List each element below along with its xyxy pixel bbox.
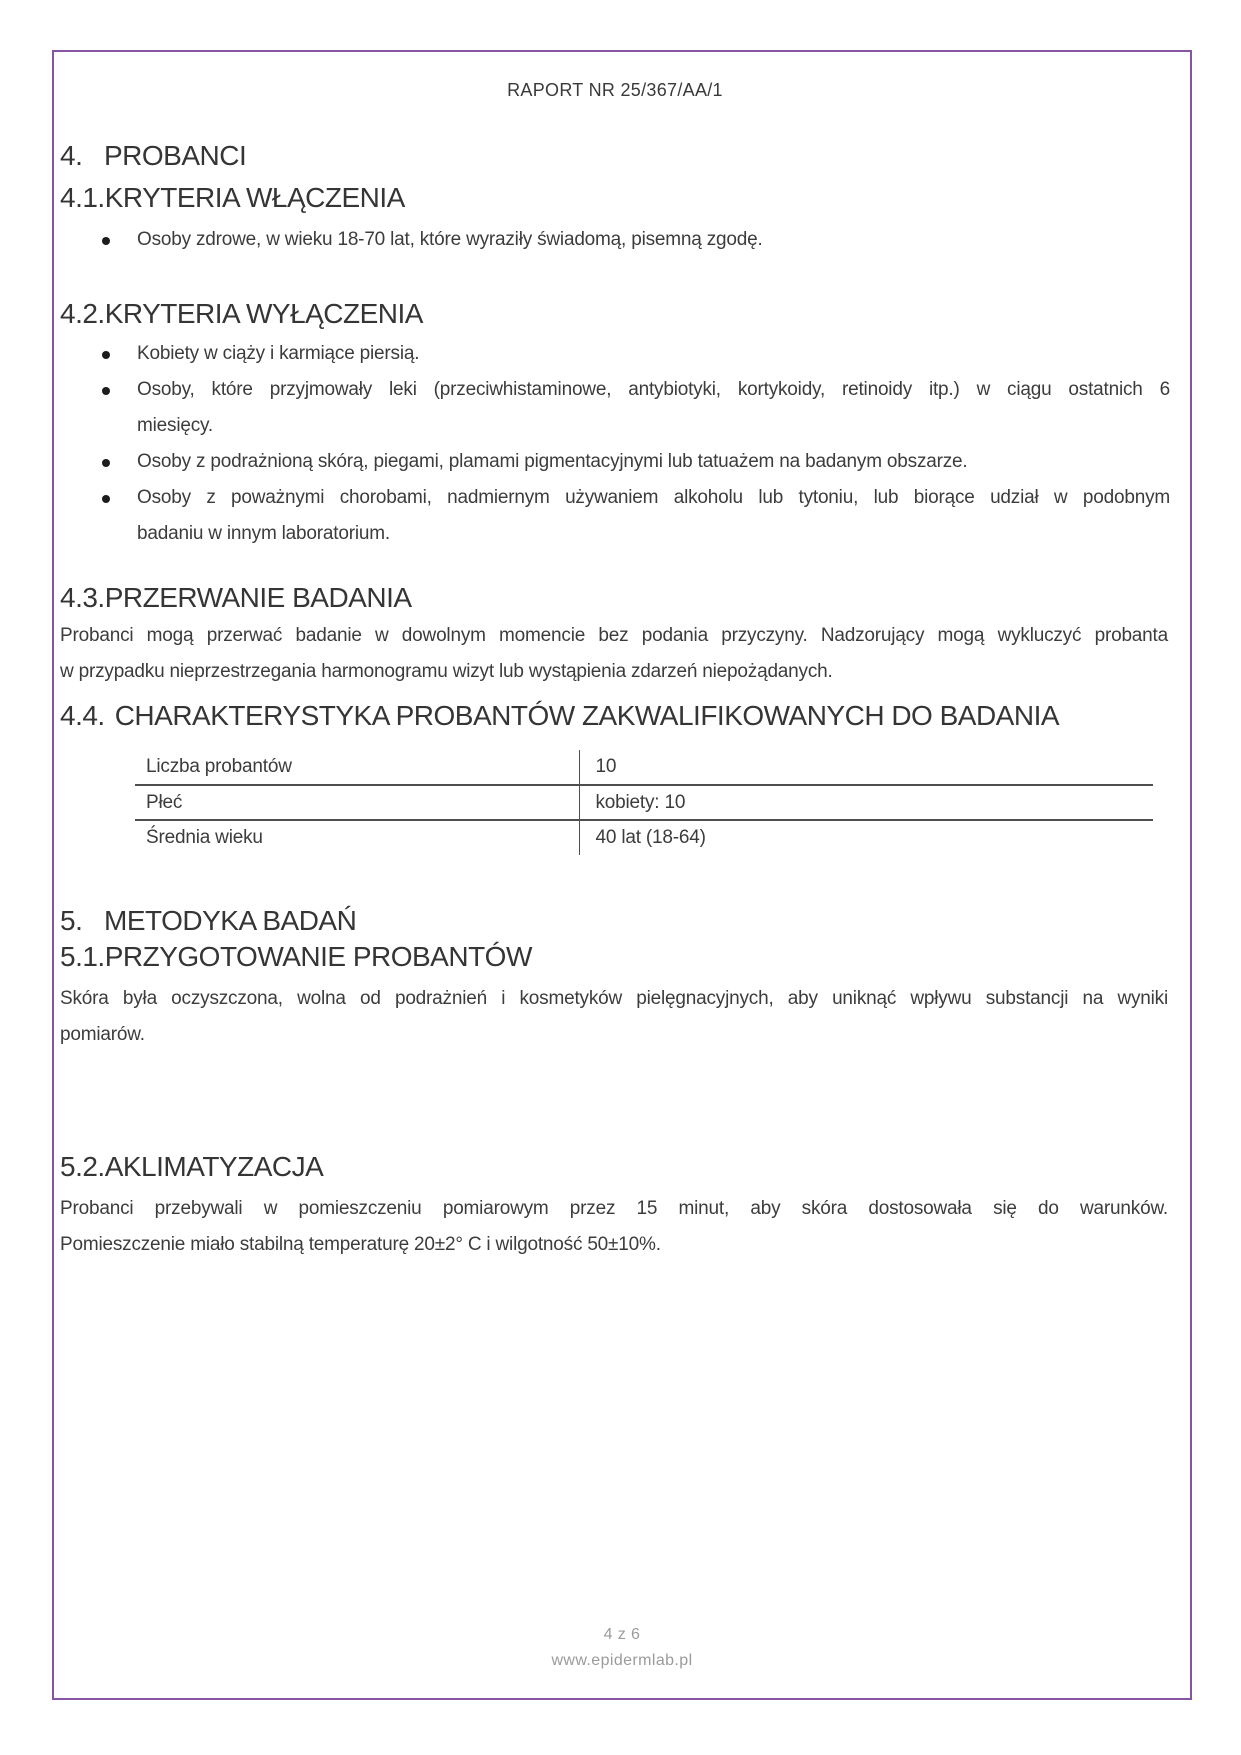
report-page bbox=[52, 50, 1192, 1700]
exclusion-criteria-list bbox=[60, 336, 1170, 552]
table-row-value: 10 bbox=[579, 750, 1153, 785]
bullet-dot-icon bbox=[102, 387, 110, 395]
section-4-3-number: 4.3. bbox=[60, 582, 105, 613]
section-4-1-heading bbox=[60, 182, 1170, 214]
section-4-heading bbox=[60, 140, 1170, 172]
section-4-4-heading bbox=[60, 700, 1170, 732]
list-item bbox=[60, 222, 1170, 258]
list-item-text: Osoby, które przyjmowały leki (przeciwhistaminowe, antybiotyki, kortykoidy, retinoidy itp.) w ciągu ostatnich 6 bbox=[137, 379, 1170, 400]
paragraph-line: Probanci mogą przerwać badanie w dowolnym momencie bez podania przyczyny. Nadzorujący mogą wykluczyć probanta bbox=[60, 625, 1168, 646]
section-4-1-title: KRYTERIA WŁĄCZENIA bbox=[104, 182, 405, 213]
table-row-label: Liczba probantów bbox=[135, 750, 579, 785]
paragraph-line: Skóra była oczyszczona, wolna od podrażnień i kosmetyków pielęgnacyjnych, aby uniknąć wpływu substancji na wyniki bbox=[60, 988, 1168, 1009]
list-item-text: miesięcy. bbox=[137, 415, 213, 436]
list-item-text: badaniu w innym laboratorium. bbox=[137, 523, 390, 544]
list-item-text: Kobiety w ciąży i karmiące piersią. bbox=[137, 343, 420, 364]
section-4-number: 4. bbox=[60, 140, 83, 171]
section-5-number: 5. bbox=[60, 905, 83, 936]
section-4-2-heading bbox=[60, 298, 1170, 330]
list-item bbox=[60, 444, 1170, 480]
section-5-heading bbox=[60, 905, 1170, 937]
section-5-2-title: AKLIMATYZACJA bbox=[104, 1151, 324, 1182]
section-5-1-heading bbox=[60, 941, 1170, 973]
bullet-dot-icon bbox=[102, 237, 110, 245]
list-item-text: Osoby zdrowe, w wieku 18-70 lat, które wyraziły świadomą, pisemną zgodę. bbox=[137, 229, 763, 250]
paragraph-line: Probanci przebywali w pomieszczeniu pomiarowym przez 15 minut, aby skóra dostosowała się do warunków. bbox=[60, 1198, 1168, 1219]
list-item bbox=[60, 336, 1170, 372]
section-4-2-number: 4.2. bbox=[60, 298, 105, 329]
section-4-4-title: CHARAKTERYSTYKA PROBANTÓW ZAKWALIFIKOWANYCH DO BADANIA bbox=[114, 700, 1060, 731]
participant-preparation-paragraph bbox=[60, 981, 1168, 1053]
section-4-3-title: PRZERWANIE BADANIA bbox=[104, 582, 412, 613]
table-row-label: Średnia wieku bbox=[146, 827, 263, 848]
study-termination-paragraph bbox=[60, 618, 1168, 690]
section-5-2-heading bbox=[60, 1151, 1170, 1183]
section-5-2-number: 5.2. bbox=[60, 1151, 105, 1182]
section-5-1-title: PRZYGOTOWANIE PROBANTÓW bbox=[104, 941, 532, 972]
list-item-text: Osoby z poważnymi chorobami, nadmiernym używaniem alkoholu lub tytoniu, lub biorące udział w podobnym bbox=[137, 487, 1170, 508]
list-item-text: Osoby z podrażnioną skórą, piegami, plamami pigmentacyjnymi lub tatuażem na badanym obszarze. bbox=[137, 451, 968, 472]
section-5-1-number: 5.1. bbox=[60, 941, 105, 972]
table-row-value: 40 lat (18-64) bbox=[579, 820, 1153, 855]
list-item bbox=[60, 372, 1170, 444]
paragraph-line: Pomieszczenie miało stabilną temperaturę 20±2° C i wilgotność 50±10%. bbox=[60, 1234, 661, 1255]
inclusion-criteria-list bbox=[60, 222, 1170, 258]
bullet-dot-icon bbox=[102, 459, 110, 467]
paragraph-line: pomiarów. bbox=[60, 1024, 145, 1045]
table-row bbox=[135, 785, 1153, 820]
page-footer bbox=[54, 1622, 1190, 1674]
page-number: 4 z 6 bbox=[603, 1626, 641, 1643]
report-number-header: RAPORT NR 25/367/AA/1 bbox=[507, 80, 723, 100]
bullet-dot-icon bbox=[102, 351, 110, 359]
table-row-value: kobiety: 10 bbox=[579, 785, 1153, 820]
paragraph-line: w przypadku nieprzestrzegania harmonogramu wizyt lub wystąpienia zdarzeń niepożądanych. bbox=[60, 661, 833, 682]
participants-characteristics-table bbox=[135, 750, 1153, 855]
section-4-2-title: KRYTERIA WYŁĄCZENIA bbox=[104, 298, 423, 329]
section-4-title: PROBANCI bbox=[104, 140, 247, 171]
table-row bbox=[135, 750, 1153, 785]
section-4-1-number: 4.1. bbox=[60, 182, 105, 213]
bullet-dot-icon bbox=[102, 495, 110, 503]
section-4-4-number: 4.4. bbox=[60, 700, 105, 731]
section-4-3-heading bbox=[60, 582, 1170, 614]
list-item bbox=[60, 480, 1170, 552]
website-url: www.epidermlab.pl bbox=[551, 1652, 693, 1669]
table-row bbox=[135, 820, 1153, 855]
table-row-label: Płeć bbox=[135, 785, 579, 820]
section-5-title: METODYKA BADAŃ bbox=[104, 905, 357, 936]
acclimatization-paragraph bbox=[60, 1191, 1168, 1263]
